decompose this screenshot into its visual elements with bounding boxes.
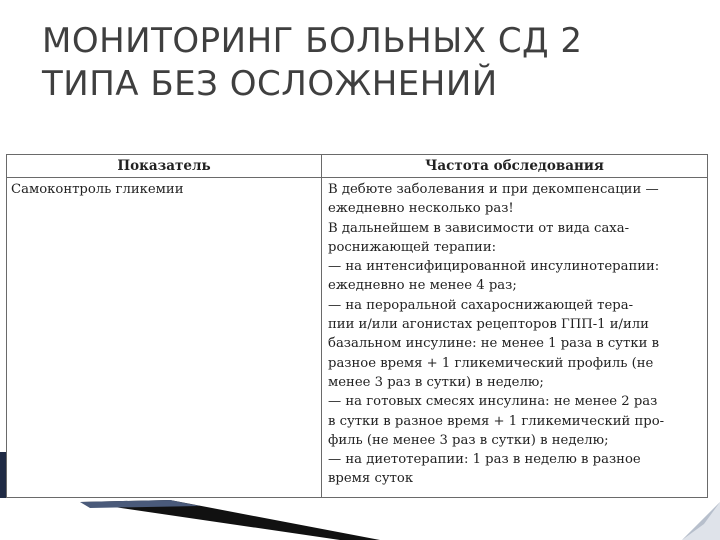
frequency-line: роснижающей терапии: xyxy=(328,239,497,255)
monitoring-table-grid xyxy=(7,155,707,497)
frequency-line: пии и/или агонистах рецепторов ГПП-1 и/или xyxy=(328,317,649,333)
frequency-line: филь (не менее 3 раз в сутки) в неделю; xyxy=(328,432,609,448)
frequency-line: разное время + 1 гликемический профиль (не xyxy=(328,355,654,371)
frequency-line: ежедневно несколько раз! xyxy=(328,201,514,217)
decorative-swoosh xyxy=(80,500,380,540)
frequency-line: В дальнейшем в зависимости от вида саха- xyxy=(328,220,630,236)
frequency-line: в сутки в разное время + 1 гликемический про- xyxy=(328,413,665,429)
slide-title-line-2: ТИПА БЕЗ ОСЛОЖНЕНИЙ xyxy=(42,64,498,104)
slide-title xyxy=(42,20,682,106)
table-header-row xyxy=(7,155,707,178)
frequency-line: базальном инсулине: не менее 1 раза в сутки в xyxy=(328,336,659,352)
frequency-line: — на диетотерапии: 1 раз в неделю в разное xyxy=(328,452,641,468)
cell-frequency xyxy=(322,178,708,498)
frequency-line: В дебюте заболевания и при декомпенсации — xyxy=(328,182,659,197)
page-curl-icon xyxy=(674,494,720,540)
table-row xyxy=(7,178,707,498)
header-indicator: Показатель xyxy=(7,155,322,178)
monitoring-table xyxy=(6,154,708,498)
frequency-line: время суток xyxy=(328,471,414,487)
frequency-line: — на пероральной сахароснижающей тера- xyxy=(328,297,634,313)
frequency-line: — на готовых смесях инсулина: не менее 2 раз xyxy=(328,394,658,410)
left-accent-bar xyxy=(0,452,6,498)
slide-title-line-1: МОНИТОРИНГ БОЛЬНЫХ СД 2 xyxy=(42,21,583,61)
header-frequency: Частота обследования xyxy=(322,155,708,178)
frequency-line: ежедневно не менее 4 раз; xyxy=(328,278,517,294)
cell-indicator: Самоконтроль гликемии xyxy=(7,178,322,498)
frequency-line: — на интенсифицированной инсулинотерапии: xyxy=(328,259,660,275)
frequency-line: менее 3 раз в сутки) в неделю; xyxy=(328,374,544,390)
